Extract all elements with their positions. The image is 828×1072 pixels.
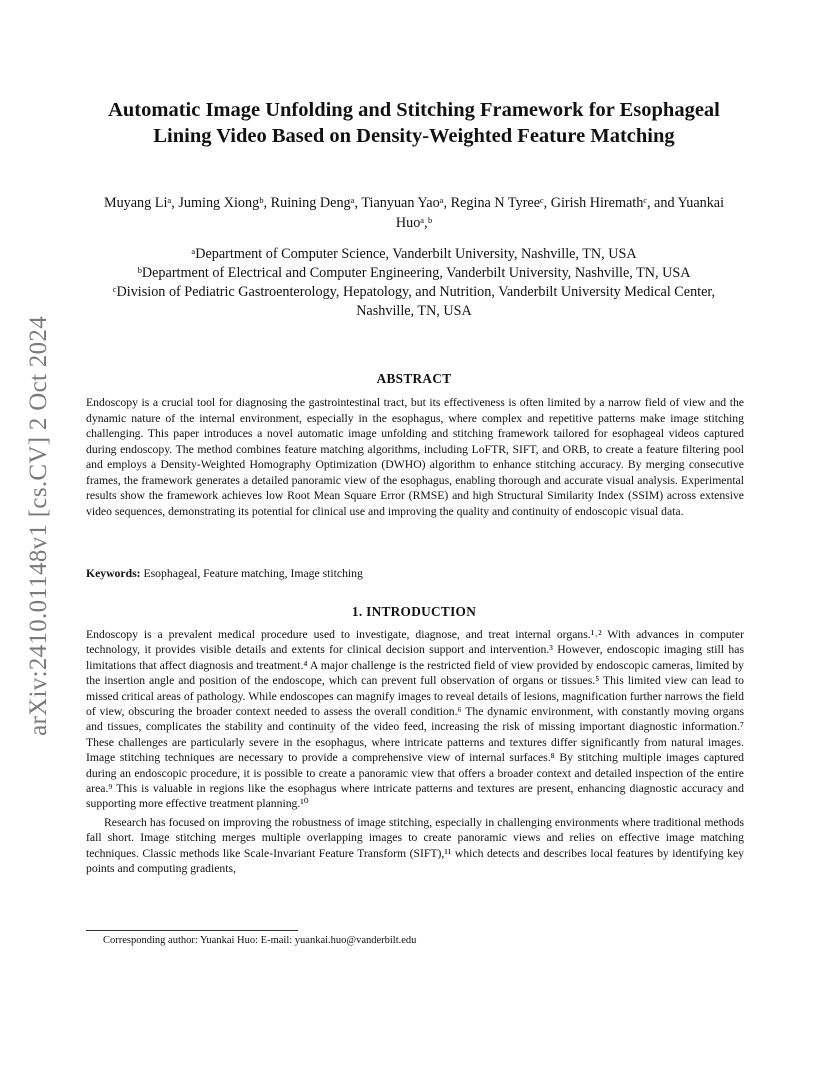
affiliation-a: ᵃDepartment of Computer Science, Vanderbilt University, Nashville, TN, USA [191,246,637,262]
keywords-label: Keywords: [86,567,141,580]
arxiv-identifier [19,296,59,756]
abstract-heading: ABSTRACT [376,371,452,386]
introduction-body [86,627,744,877]
paper-title: Automatic Image Unfolding and Stitching Framework for Esophageal Lining Video Based on Density-Weighted Feature Matching [108,99,720,147]
author-list: Muyang Liᵃ, Juming Xiongᵇ, Ruining Dengᵃ, Tianyuan Yaoᵃ, Regina N Tyreeᶜ, Girish Hiremathᶜ, and Yuankai Huoᵃ,ᵇ [103,195,725,231]
affiliation-b: ᵇDepartment of Electrical and Computer Engineering, Vanderbilt University, Nashville, TN, USA [137,265,691,281]
intro-paragraph: Endoscopy is a prevalent medical procedure used to investigate, diagnose, and treat internal organs.¹˒² With advances in computer technology, it provides visible details and extents for clinical decision support and intervention.³ However, endoscopic imaging still has limitations that affect diagnosis and treatment.⁴ A major challenge is the restricted field of view provided by endoscopic cameras, limited by the insertion angle and position of the endoscope, which can prevent full observation of organs or tissues.⁵ This limited view can lead to missed critical areas of pathology. While endoscopes can magnify images to reveal details of lesions, magnification further narrows the field of view, obscuring the broader context needed to assess the overall condition.⁶ The dynamic environment, with constantly moving organs and tissues, complicates the stability and continuity of the video feed, increasing the risk of missing important diagnostic information.⁷ These challenges are particularly severe in the esophagus, where intricate patterns and textures differ significantly from natural images. Image stitching techniques are necessary to provide a comprehensive view of internal surfaces.⁸ By stitching multiple images captured during an endoscopic procedure, it is possible to create a panoramic view that offers a broader context and detailed inspection of the entire area.⁹ This is valuable in regions like the esophagus where intricate patterns and textures are present, enhancing diagnostic accuracy and supporting more effective treatment planning.¹⁰ [86,628,744,811]
corresponding-author-footnote: Corresponding author: Yuankai Huo: E-mail: yuankai.huo@vanderbilt.edu [103,935,417,946]
affiliations [86,245,742,321]
intro-paragraph: Research has focused on improving the robustness of image stitching, especially in challenging environments where traditional methods fall short. Image stitching merges multiple overlapping images to create panoramic views and relies on effective image matching techniques. Classic methods like Scale-Invariant Feature Transform (SIFT),¹¹ which detects and describes local features by identifying key points and computing gradients, [86,815,744,876]
keywords-list: Esophageal, Feature matching, Image stitching [143,567,363,580]
abstract-text: Endoscopy is a crucial tool for diagnosing the gastrointestinal tract, but its effectiveness is often limited by a narrow field of view and the dynamic nature of the internal environment, especially in the esophagus, where complex and repetitive patterns make image stitching challenging. This paper introduces a novel automatic image unfolding and stitching framework tailored for esophageal videos captured during endoscopy. The method combines feature matching algorithms, including LoFTR, SIFT, and ORB, to create a feature filtering pool and employs a Density-Weighted Homography Optimization (DWHO) algorithm to enhance stitching accuracy. By merging consecutive frames, the framework generates a detailed panoramic view of the esophagus, enabling thorough and accurate visual analysis. Experimental results show the framework achieves low Root Mean Square Error (RMSE) and high Structural Similarity Index (SSIM) across extensive video sequences, demonstrating its potential for clinical use and improving the quality and continuity of endoscopic visual data. [86,396,744,518]
affiliation-c: ᶜDivision of Pediatric Gastroenterology, Hepatology, and Nutrition, Vanderbilt University Medical Center, Nashville, TN, USA [112,284,716,319]
section-heading-introduction: 1. INTRODUCTION [351,604,477,619]
keywords [86,566,744,582]
footnote-rule [86,930,298,931]
arxiv-identifier-text: arXiv:2410.01148v1 [cs.CV] 2 Oct 2024 [25,316,52,736]
